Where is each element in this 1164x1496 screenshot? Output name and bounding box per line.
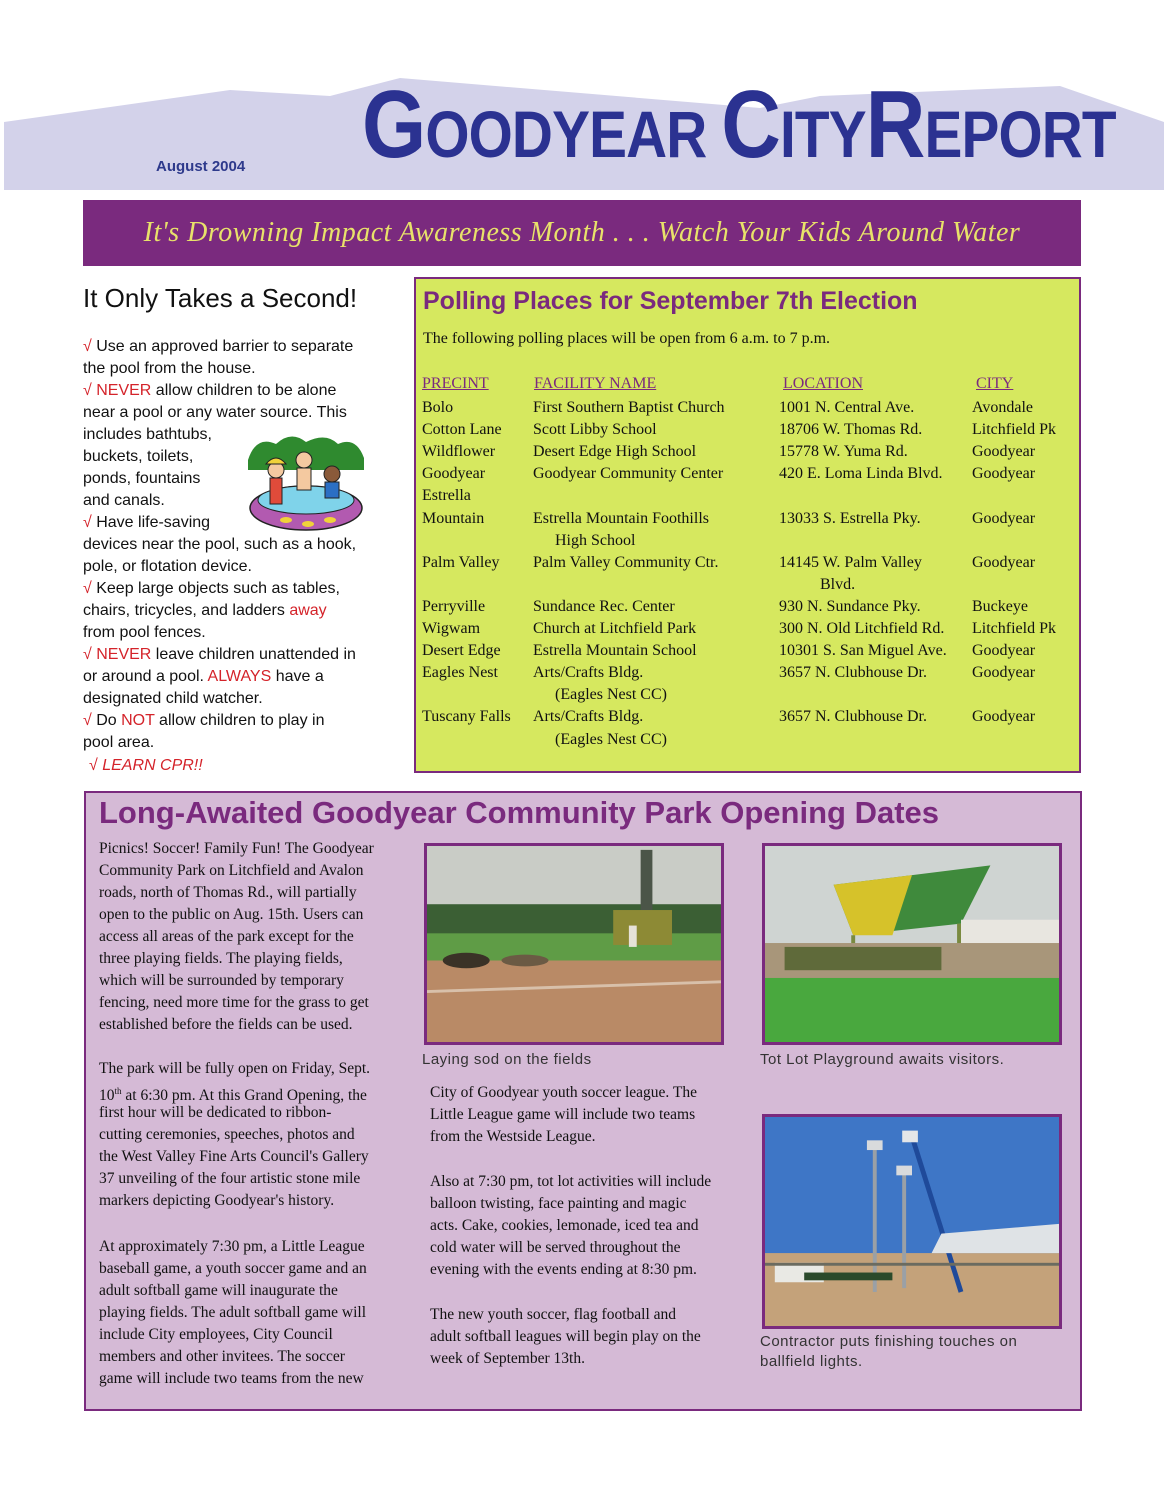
polling-cell: Goodyear — [972, 443, 1036, 461]
polling-cell: (Eagles Nest CC) — [555, 686, 667, 704]
polling-cell: Goodyear — [422, 465, 486, 483]
paragraph-line: The park will be fully open on Friday, Sept. — [99, 1060, 371, 1077]
polling-cell: Tuscany Falls — [422, 708, 511, 726]
paragraph-line: adult softball leagues will begin play on the — [430, 1328, 701, 1345]
polling-cell: Arts/Crafts Bldg. — [533, 708, 644, 726]
polling-cell: 14145 W. Palm Valley — [779, 553, 922, 571]
polling-cell: Perryville — [422, 597, 486, 615]
polling-cell: Goodyear — [972, 509, 1036, 527]
safety-tip-4: √ Keep large objects such as tables, — [83, 580, 340, 597]
polling-cell: 15778 W. Yuma Rd. — [779, 443, 908, 461]
safety-tip-1: √ Use an approved barrier to separate — [83, 338, 354, 355]
polling-cell: Goodyear Community Center — [533, 465, 724, 483]
polling-cell: Bolo — [422, 399, 454, 416]
polling-cell: Buckeye — [972, 597, 1028, 615]
paragraph-line: members and other invitees. The soccer — [99, 1348, 345, 1365]
paragraph-line: established before the fields can be used. — [99, 1016, 353, 1033]
polling-cell: Litchfield Pk — [972, 421, 1056, 439]
paragraph-line: Community Park on Litchfield and Avalon — [99, 862, 364, 879]
polling-cell: 930 N. Sundance Pky. — [779, 597, 921, 615]
polling-cell: Eagles Nest — [422, 664, 498, 682]
polling-cell: Estrella — [422, 487, 471, 505]
paragraph-line: 37 unveiling of the four artistic stone mile — [99, 1170, 361, 1187]
safety-tip-2-cont: buckets, toilets, — [83, 448, 194, 465]
paragraph-line: open to the public on Aug. 15th. Users can — [99, 906, 364, 923]
polling-cell: 3657 N. Clubhouse Dr. — [779, 708, 927, 726]
safety-tip-2-cont: and canals. — [83, 492, 165, 509]
paragraph-line: markers depicting Goodyear's history. — [99, 1192, 335, 1209]
safety-tip-1-cont: the pool from the house. — [83, 360, 256, 377]
polling-cell: 300 N. Old Litchfield Rd. — [779, 620, 945, 637]
paragraph-line: adult softball game will inaugurate the — [99, 1282, 338, 1299]
safety-tip-5-cont: designated child watcher. — [83, 690, 263, 707]
column-header-facility: FACILITY NAME — [534, 375, 657, 392]
polling-cell: Litchfield Pk — [972, 620, 1056, 637]
park-article-title: Long-Awaited Goodyear Community Park Opening Dates — [99, 795, 939, 830]
paragraph-line: balloon twisting, face painting and magic — [430, 1195, 687, 1212]
safety-tip-3: √ Have life-saving — [83, 514, 211, 531]
paragraph-line: cold water will be served throughout the — [430, 1239, 681, 1256]
awareness-banner — [83, 200, 1081, 266]
polling-cell: Goodyear — [972, 664, 1036, 682]
polling-cell: (Eagles Nest CC) — [555, 730, 667, 748]
polling-cell: Goodyear — [972, 708, 1036, 726]
safety-tip-cpr: √ LEARN CPR!! — [89, 757, 203, 774]
photo-caption-lights-1: Contractor puts finishing touches on — [760, 1333, 1018, 1350]
safety-tip-4-cont: chairs, tricycles, and ladders away — [83, 602, 327, 619]
photo-ballfield-lights — [762, 1114, 1062, 1329]
photo-caption-sod: Laying sod on the fields — [422, 1051, 592, 1068]
polling-cell: Wigwam — [422, 620, 481, 637]
polling-cell: Goodyear — [972, 553, 1036, 571]
paragraph-line: first hour will be dedicated to ribbon- — [99, 1104, 332, 1121]
polling-cell: Palm Valley Community Ctr. — [533, 553, 719, 571]
paragraph-line: which will be surrounded by temporary — [99, 972, 344, 989]
photo-tot-lot-playground — [762, 843, 1062, 1045]
polling-cell: Desert Edge — [422, 642, 501, 660]
column-header-precinct: PRECINT — [422, 375, 489, 392]
photo-laying-sod — [424, 843, 724, 1045]
paragraph-line: At approximately 7:30 pm, a Little League — [99, 1238, 365, 1255]
paragraph-line: access all areas of the park except for the — [99, 928, 354, 945]
polling-cell: Estrella Mountain Foothills — [533, 509, 709, 527]
paragraph-line: 10th at 6:30 pm. At this Grand Opening, the — [99, 1086, 367, 1105]
polling-cell: Goodyear — [972, 642, 1036, 660]
safety-tip-5: √ NEVER leave children unattended in — [83, 646, 356, 663]
paragraph-line: cutting ceremonies, speeches, photos and — [99, 1126, 355, 1143]
paragraph-line: baseball game, a youth soccer game and an — [99, 1260, 367, 1277]
polling-cell: Palm Valley — [422, 553, 500, 571]
polling-cell: Church at Litchfield Park — [533, 620, 697, 637]
paragraph-line: the West Valley Fine Arts Council's Gallery — [99, 1148, 369, 1165]
polling-cell: Scott Libby School — [533, 421, 657, 439]
safety-tip-2-cont: ponds, fountains — [83, 470, 201, 487]
safety-tip-2-cont: includes bathtubs, — [83, 426, 212, 443]
safety-tip-6-cont: pool area. — [83, 734, 155, 751]
paragraph-line: City of Goodyear youth soccer league. The — [430, 1084, 698, 1101]
polling-cell: Avondale — [972, 399, 1034, 416]
banner-text: It's Drowning Impact Awareness Month . . . Watch Your Kids Around Water — [143, 217, 1021, 248]
polling-cell: Goodyear — [972, 465, 1036, 483]
polling-cell: High School — [555, 531, 636, 549]
safety-tip-6: √ Do NOT allow children to play in — [83, 712, 325, 729]
polling-cell: Desert Edge High School — [533, 443, 697, 461]
polling-cell: Sundance Rec. Center — [533, 597, 675, 615]
safety-tip-2-cont: near a pool or any water source. This — [83, 404, 347, 421]
safety-heading: It Only Takes a Second! — [83, 283, 358, 313]
polling-cell: 18706 W. Thomas Rd. — [779, 421, 923, 439]
safety-tip-3-cont: pole, or flotation device. — [83, 558, 252, 575]
safety-tip-5-cont: or around a pool. ALWAYS have a — [83, 668, 324, 685]
polling-cell: Blvd. — [820, 575, 856, 593]
paragraph-line: from the Westside League. — [430, 1128, 596, 1145]
safety-tip-4-cont: from pool fences. — [83, 624, 206, 641]
paragraph-line: roads, north of Thomas Rd., will partially — [99, 884, 357, 901]
safety-tip-2: √ NEVER allow children to be alone — [83, 382, 337, 399]
paragraph-line: playing fields. The adult softball game will — [99, 1304, 367, 1321]
polling-intro: The following polling places will be open from 6 a.m. to 7 p.m. — [423, 330, 831, 347]
paragraph-line: game will include two teams from the new — [99, 1370, 364, 1387]
column-header-city: CITY — [976, 375, 1014, 392]
polling-cell: 13033 S. Estrella Pky. — [779, 509, 921, 527]
paragraph-line: Also at 7:30 pm, tot lot activities will include — [430, 1173, 712, 1190]
newsletter-title: GOODYEAR CITYREPORT — [362, 71, 1116, 178]
kids-pool-illustration — [246, 430, 366, 535]
paragraph-line: fencing, need more time for the grass to get — [99, 994, 369, 1011]
polling-cell: Estrella Mountain School — [533, 642, 697, 660]
polling-cell: Mountain — [422, 509, 485, 527]
paragraph-line: Little League game will include two teams — [430, 1106, 696, 1123]
column-header-location: LOCATION — [783, 375, 863, 392]
polling-cell: Cotton Lane — [422, 421, 502, 439]
paragraph-line: include City employees, City Council — [99, 1326, 333, 1343]
paragraph-line: week of September 13th. — [430, 1350, 585, 1367]
paragraph-line: acts. Cake, cookies, lemonade, iced tea and — [430, 1217, 699, 1234]
photo-caption-lights-2: ballfield lights. — [760, 1353, 863, 1370]
polling-title: Polling Places for September 7th Election — [423, 287, 918, 315]
polling-cell: Wildflower — [422, 443, 496, 461]
polling-cell: First Southern Baptist Church — [533, 399, 725, 416]
paragraph-line: evening with the events ending at 8:30 pm. — [430, 1261, 697, 1278]
polling-cell: 3657 N. Clubhouse Dr. — [779, 664, 927, 682]
polling-cell: 420 E. Loma Linda Blvd. — [779, 465, 943, 483]
paragraph-line: The new youth soccer, flag football and — [430, 1306, 677, 1323]
photo-caption-playground: Tot Lot Playground awaits visitors. — [760, 1051, 1005, 1068]
paragraph-line: three playing fields. The playing fields, — [99, 950, 343, 967]
polling-cell: 1001 N. Central Ave. — [779, 399, 915, 416]
issue-date: August 2004 — [156, 158, 246, 175]
polling-cell: Arts/Crafts Bldg. — [533, 664, 644, 682]
paragraph-line: Picnics! Soccer! Family Fun! The Goodyear — [99, 840, 374, 857]
polling-cell: 10301 S. San Miguel Ave. — [779, 642, 947, 660]
safety-tip-3-cont: devices near the pool, such as a hook, — [83, 536, 357, 553]
